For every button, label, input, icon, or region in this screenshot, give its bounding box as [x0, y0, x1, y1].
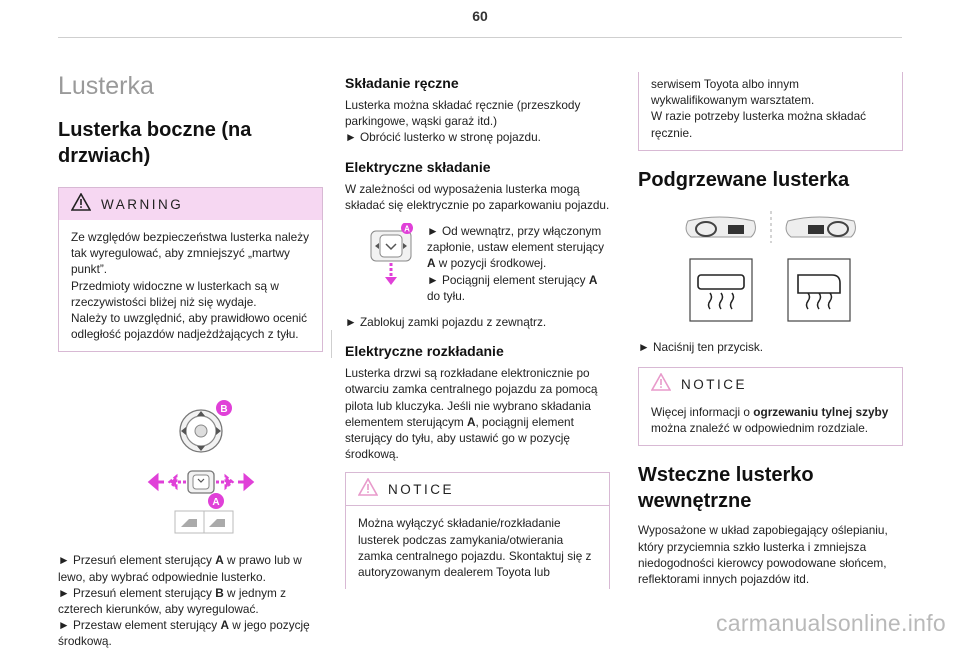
mirror-control-illustration: [58, 385, 323, 535]
electric-folding-heading: Elektryczne składanie: [345, 158, 491, 175]
side-mirrors-heading: Lusterka boczne (na drzwiach): [58, 119, 252, 167]
rear-mirror-heading: Wsteczne lusterko wewnętrzne: [638, 464, 814, 513]
electric-unfolding-heading: Elektryczne rozkładanie: [345, 343, 504, 360]
column-1: [58, 70, 323, 650]
electric-unfolding-text: Lusterka drzwi są rozkładane elektronicznie po otwarciu zamka centralnego pojazdu za pomocą pilota lub kluczyka. Jeśli nie wybrano składania elementem sterującym A, pociągnij element sterujący do tyłu, aby ustawić go w pozycję środkową.: [345, 366, 598, 462]
page-number: 60: [472, 8, 488, 24]
heated-step: ► Naciśnij ten przycisk.: [638, 339, 764, 354]
heated-mirrors-heading: Podgrzewane lusterka: [638, 168, 850, 191]
electric-step-1: ► Od wewnątrz, przy włączonym zapłonie, ustaw element sterujący A w pozycji środkowej.: [427, 224, 605, 271]
label-a-2: A: [404, 224, 410, 234]
section-title: Lusterka: [58, 72, 154, 100]
electric-step-2: ► Pociągnij element sterujący A do tyłu.: [427, 272, 598, 303]
warning-line-3: Należy to uwzględnić, aby prawidłowo ocenić odległość pojazdów nadjeżdżających z tyłu.: [71, 311, 308, 342]
notice-continued-text-2: W razie potrzeby lusterka można składać ręcznie.: [651, 109, 867, 140]
label-b: B: [220, 404, 228, 416]
manual-folding-text: Lusterka można składać ręcznie (przeszkody parkingowe, wąski garaż itd.): [345, 98, 581, 129]
manual-folding-step: ► Obrócić lusterko w stronę pojazdu.: [345, 130, 541, 145]
rear-mirror-text: Wyposażone w układ zapobiegający oślepianiu, który przyciemnia szkło lusterka i zmniejsza niedogodności kierowcy powodowane słońcem, reflektorami innych pojazdów itd.: [638, 523, 888, 587]
top-divider: [58, 37, 902, 38]
electric-folding-steps: [345, 223, 610, 304]
notice-continued-text: serwisem Toyota albo innym wykwalifikowanym warsztatem.: [651, 77, 815, 108]
instruction-3: ► Przestaw element sterujący A w jego pozycję środkową.: [58, 618, 310, 649]
warning-box: [58, 187, 323, 352]
manual-folding-heading: Składanie ręczne: [345, 75, 459, 91]
notice-body-1: [346, 506, 609, 589]
notice-header-1: [346, 473, 609, 506]
warning-line-1: Ze względów bezpieczeństwa lusterka należy tak wyregulować, aby zmniejszyć „martwy punkt”.: [71, 230, 310, 277]
lock-step: ► Zablokuj zamki pojazdu z zewnątrz.: [345, 315, 547, 330]
notice-title-1: NOTICE: [388, 481, 455, 497]
column-divider-1: [331, 330, 332, 358]
notice-text-1: Można wyłączyć składanie/rozkładanie lusterek podczas zamykania/otwierania zamka centralnego pojazdu. Skontaktuj się z autoryzowanym dealerem Toyota lub: [358, 516, 592, 580]
notice-text-2: Więcej informacji o ogrzewaniu tylnej szyby można znaleźć w odpowiednim rozdziale.: [651, 405, 889, 436]
heated-mirrors-illustration: [638, 207, 903, 332]
notice-box-1-continued: [638, 72, 903, 151]
notice-continued-body: [639, 72, 902, 150]
warning-triangle-icon: [71, 193, 91, 216]
electric-folding-text: W zależności od wyposażenia lusterka mogą składać się elektrycznie po zaparkowaniu pojazdu.: [345, 181, 610, 212]
warning-header: [59, 188, 322, 220]
footer-watermark: carmanualsonline.info: [715, 610, 946, 636]
instructions: [58, 552, 323, 649]
warning-line-2: Przedmioty widoczne w lusterkach są w rzeczywistości bliżej niż się wydaje.: [71, 278, 279, 309]
label-a: A: [212, 497, 220, 509]
notice-box-2: [638, 367, 903, 446]
warning-title: WARNING: [101, 196, 184, 212]
instruction-1: ► Przesuń element sterujący A w prawo lub w lewo, aby wybrać odpowiednie lusterko.: [58, 553, 302, 584]
selector-a-illustration: [367, 223, 417, 298]
notice-triangle-icon: [358, 478, 378, 501]
column-2: [345, 75, 610, 589]
notice-header-2: [639, 368, 902, 400]
notice-body-2: [639, 400, 902, 445]
notice-box-1: [345, 472, 610, 589]
instruction-2: ► Przesuń element sterujący B w jednym z czterech kierunków, aby wyregulować.: [58, 585, 287, 617]
notice-title-2: NOTICE: [681, 376, 748, 392]
column-3: [638, 72, 903, 587]
warning-body: [59, 220, 322, 351]
notice-triangle-icon-2: [651, 373, 671, 396]
